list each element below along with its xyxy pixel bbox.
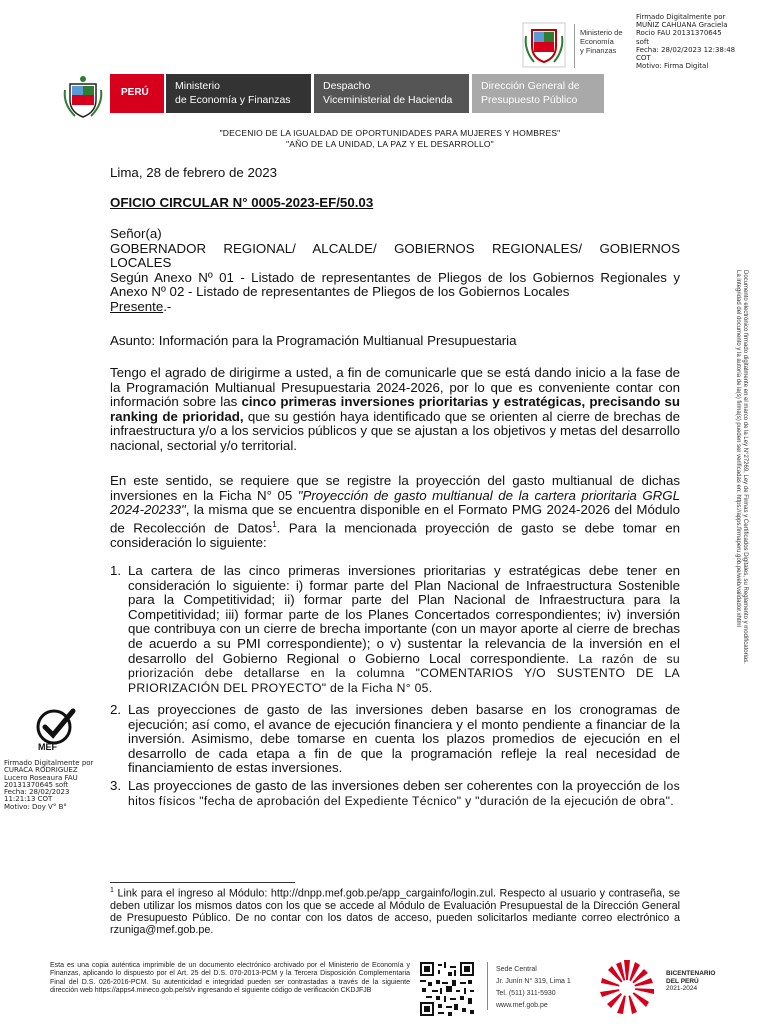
recipient-line-1: GOBERNADOR REGIONAL/ ALCALDE/ GOBIERNOS REGIONALES/ GOBIERNOS: [110, 240, 680, 256]
bicentenario-line-2: DEL PERÚ: [666, 977, 699, 985]
digital-signature-left: [4, 760, 114, 811]
sig-left-line: Fecha: 28/02/2023: [4, 788, 70, 797]
qr-code-icon: [420, 962, 474, 1016]
list-item-1-text: La cartera de las cinco primeras inversiones prioritarias y estratégicas debe tener en consideración lo siguiente: i) formar parte del Plan Nacional de Infraestructura Sostenible para la Competitividad; ii) formar parte del Plan Nacional de Infraestructura para la Competitividad; iii) formar parte de los Planes Concertados correspondientes; iv) inversión que contribuya con un cierre de brecha importante (con un mayor aporte al cierre de brechas de acuerdo a su PMI correspondiente); o v) sustentar la relevancia de la inversión en el desarrollo del Gobierno Regional o Gobierno Local correspondiente.: [128, 563, 680, 666]
footer-legal-text: Esta es una copia auténtica imprimible de un documento electrónico archivado por el Ministerio de Economía y Finanzas, aplicando lo dispuesto por el Art. 25 del D.S. 070-2013-PCM y la Tercera Disposición Complementaria Final del D.S. 026-2016-PCM. Su autenticidad e integridad pueden ser contrastadas a través de la siguiente dirección web https://apps4.mineco.gob.pe/st/v ingresando el siguiente código de verificación CKDJFJB: [50, 962, 410, 994]
paragraph-1: [110, 366, 680, 454]
list-item-1-number: 1.: [110, 563, 122, 578]
para1-part-a: Tengo el agrado de dirigirme a usted, a fin de comunicarle que se está dando inicio a la fase de la Programación Multianual Presupuestaria 2024-2026, por lo que es conveniente contar con información sobre las: [110, 365, 680, 410]
para2-part-c: , la misma que se encuentra disponible en el Formato PMG 2024-2026 del Módulo de Recolección de Datos: [110, 502, 680, 536]
list-item-3-text-2: de los hitos físicos "fecha de aprobación del Expediente Técnico" y "duración de la ejecución de obra".: [128, 779, 680, 808]
sig-left-line: CURACA RODRIGUEZ: [4, 766, 78, 775]
header-direccion-line-2: Presupuesto Público: [481, 94, 578, 106]
list-item-1-text-2: La razón de su priorización debe detallarse en la columna "COMENTARIOS Y/O SUSTENTO DE LA PRIORIZACIÓN DEL PROYECTO" de la Ficha N° 05.: [128, 651, 680, 695]
para1-part-c: que su gestión haya identificado que se orienten al cierre de brechas de infraestructura y/o a los servicios públicos y que se ajustan a los objetivos y metas del desarrollo nacional, sectorial y/o territorial.: [110, 408, 680, 453]
sig-left-line: 20131370645 soft: [4, 780, 69, 789]
sig-left-line: Motivo: Doy V° B°: [4, 802, 67, 811]
footer-divider: [487, 962, 488, 1010]
asunto-line: Asunto: Información para la Programación Multianual Presupuestaria: [110, 333, 517, 348]
sig-top-line: MUÑIZ CAHUANA Graciela: [636, 21, 728, 30]
footer-address-line-1: Sede Central: [496, 966, 537, 973]
list-item-3: [110, 779, 680, 808]
footer-address-line-2: Jr. Junín N° 319, Lima 1: [496, 978, 571, 985]
recipient-line-4: Anexo Nº 02 - Listado de representantes de Pliegos de los Gobiernos Locales: [110, 284, 570, 300]
para2-part-d: . Para la mencionada proyección de gasto se debe tomar en consideración lo siguiente:: [110, 520, 680, 550]
vertical-note-line-2: La integridad del documento y la autoría de la(s) firma(s) pueden ser verificadas en: https://apps.firmaperu.gob.pe/web/validador.xhtml: [735, 270, 741, 627]
decenio-line-2: "AÑO DE LA UNIDAD, LA PAZ Y EL DESARROLLO": [286, 139, 494, 149]
peru-coat-of-arms-icon: [62, 74, 104, 122]
list-item-2-number: 2.: [110, 702, 122, 717]
header-peru-label: PERÚ: [121, 87, 149, 98]
sig-top-line: COT: [636, 54, 651, 63]
recipient-line-3: Según Anexo Nº 01 - Listado de representantes de Pliegos de los Gobiernos Regionales y: [110, 269, 680, 285]
footer-address-line-3: Tel. (511) 311-5930: [496, 990, 556, 997]
presente-suffix: .-: [163, 298, 172, 314]
sig-left-line: Firmado Digitalmente por: [4, 759, 94, 767]
footnote-text: Link para el ingreso al Módulo: http://dnpp.mef.gob.pe/app_cargainfo/login.zul. Respecto al usuario y contraseña, se deben utilizar los mismos datos con los que se accede al Módulo de Evaluación Presupuestal de la Dirección General de Presupuesto Público. De no contar con los datos de acceso, pueden solicitarlos mediante correo electrónico a rzuniga@mef.gob.pe.: [110, 887, 680, 937]
footnote-rule: [110, 882, 295, 883]
sig-left-line: Lucero Roseaura FAU: [4, 773, 78, 782]
footer-address-line-4: www.mef.gob.pe: [496, 1002, 548, 1009]
footnote: [110, 885, 680, 936]
decenio-heading: [100, 128, 680, 150]
header-ministerio-line-1: Ministerio: [175, 80, 220, 92]
recipient-line-2: LOCALES: [110, 255, 172, 271]
header-despacho-line-2: Viceministerial de Hacienda: [323, 94, 453, 106]
para1-bold: cinco primeras inversiones prioritarias y estratégicas, precisando su ranking de prioridad,: [110, 394, 680, 424]
header-peru-tab: [110, 74, 164, 113]
signature-stamp-logo: [522, 22, 632, 70]
oficio-number: OFICIO CIRCULAR N° 0005-2023-EF/50.03: [110, 195, 374, 210]
header-direccion-line-1: Dirección General de: [481, 80, 580, 92]
coat-of-arms-icon: [522, 22, 566, 68]
stamp-ministry-line-2: Economía: [580, 37, 614, 46]
header-ministerio-line-2: de Economía y Finanzas: [175, 94, 291, 106]
digital-signature-top: [636, 13, 766, 70]
list-item-3-number: 3.: [110, 778, 122, 793]
recipient-senor: Señor(a): [110, 226, 162, 241]
sig-top-line: Fecha: 28/02/2023 12:38:48: [636, 45, 736, 54]
header-ministerio-tab: [166, 74, 311, 113]
bicentenario-burst-icon: [592, 958, 662, 1018]
para2-italic: "Proyección de gasto multianual de la cartera prioritaria GRGL 2024-20233": [110, 487, 680, 518]
list-item-3-text: Las proyecciones de gasto de las inversiones deben ser coherentes con la proyección: [128, 778, 642, 793]
sig-top-line: Rocio FAU 20131370645: [636, 29, 722, 38]
header-direccion-tab: [472, 74, 604, 113]
list-item-2: [110, 703, 680, 776]
recipient-presente: [110, 300, 680, 315]
paragraph-2: [110, 474, 680, 550]
stamp-ministry-line-3: y Finanzas: [580, 46, 617, 55]
vertical-legal-note: [735, 270, 748, 750]
stamp-ministry-line-1: Ministerio de: [580, 28, 623, 37]
mef-label: MEF: [38, 742, 57, 752]
footnote-number: 1: [110, 887, 114, 894]
presente-label: Presente: [110, 298, 164, 314]
para2-footnote-ref: 1: [272, 519, 277, 529]
letter-date: Lima, 28 de febrero de 2023: [110, 165, 278, 180]
list-item-1: [110, 564, 680, 695]
decenio-line-1: "DECENIO DE LA IGUALDAD DE OPORTUNIDADES PARA MUJERES Y HOMBRES": [219, 128, 561, 138]
vertical-note-line-1: Documento electrónico firmado digitalmente en el marco de la Ley N°27269, Ley de Firmas y Certificados Digitales, su Reglamento y modificatorias.: [742, 270, 748, 664]
list-item-2-text: Las proyecciones de gasto de las inversiones deben basarse en los cronogramas de ejecución; así como, el avance de ejecución financiera y el monto pendiente a financiar de la inversión. Asimismo, debe tomarse en cuenta los plazos promedios de ejecución en el desarrollo de cada etapa a fin de que la programación refleje la real necesidad de financiamiento de estas inversiones.: [128, 702, 680, 776]
bicentenario-logo: [592, 958, 722, 1018]
sig-top-line: Motivo: Firma Digital: [636, 62, 709, 71]
sig-top-line: soft: [636, 37, 650, 46]
para2-part-a: En este sentido, se requiere que se registre la proyección del gasto multianual de dichas inversiones en la Ficha N° 05: [110, 473, 680, 503]
header-despacho-line-1: Despacho: [323, 80, 371, 92]
header-despacho-tab: [314, 74, 469, 113]
recipient-block: [110, 227, 680, 315]
bicentenario-line-3: 2021-2024: [666, 985, 698, 992]
footer-address: [496, 964, 571, 1012]
sig-left-line: 11:21:13 COT: [4, 795, 53, 804]
sig-top-line: Firmado Digitalmente por: [636, 13, 726, 21]
bicentenario-line-1: BICENTENARIO: [666, 970, 716, 977]
